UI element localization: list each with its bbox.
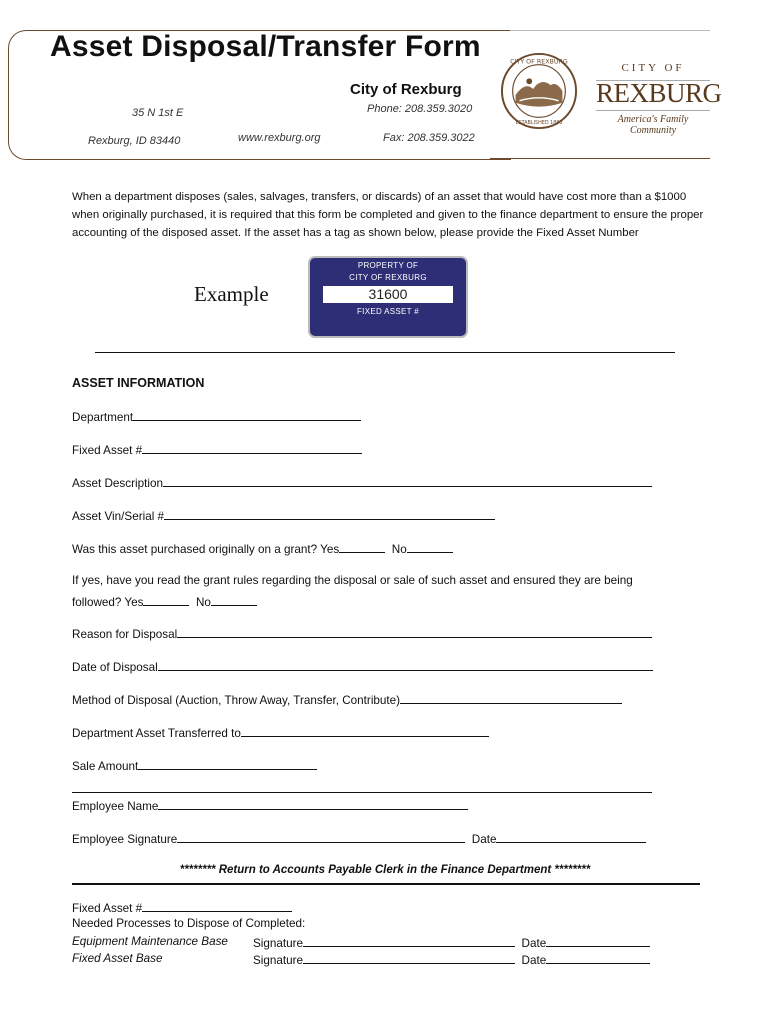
grant-no-label: No xyxy=(391,543,407,556)
phone: Phone: 208.359.3020 xyxy=(367,103,473,115)
reason-input[interactable] xyxy=(177,626,652,638)
equipment-maintenance-label: Equipment Maintenance Base xyxy=(72,935,228,948)
website-link[interactable]: www.rexburg.org xyxy=(238,132,321,144)
form-title: Asset Disposal/Transfer Form xyxy=(50,30,481,63)
date-label: Date xyxy=(521,937,547,950)
needed-processes-label: Needed Processes to Dispose of Completed: xyxy=(72,917,306,930)
tag-number: 31600 xyxy=(323,286,453,303)
grant-rules-no-label: No xyxy=(195,596,211,609)
employee-signature-input[interactable] xyxy=(177,831,465,843)
finance-divider xyxy=(72,883,700,885)
svg-text:ESTABLISHED 1883: ESTABLISHED 1883 xyxy=(515,120,563,127)
department-field[interactable] xyxy=(72,409,361,424)
sale-amount-label: Sale Amount xyxy=(72,760,139,773)
example-label: Example xyxy=(194,282,269,306)
signature-label: Signature xyxy=(253,937,304,950)
grant-no-input[interactable] xyxy=(407,541,453,553)
grant-rules-question xyxy=(72,574,633,587)
finance-fixed-asset-label: Fixed Asset # xyxy=(72,902,143,915)
section-title: ASSET INFORMATION xyxy=(72,376,205,390)
city-name: City of Rexburg xyxy=(350,81,462,98)
signature-label: Signature xyxy=(253,954,304,967)
employee-name-label: Employee Name xyxy=(72,800,159,813)
vin-serial-field[interactable] xyxy=(72,508,495,523)
date-label: Date xyxy=(521,954,547,967)
header-divider xyxy=(490,158,710,159)
employee-name-input[interactable] xyxy=(158,798,468,810)
date-of-disposal-label: Date of Disposal xyxy=(72,661,158,674)
address-line-1: 35 N 1st E xyxy=(132,107,184,119)
grant-yes-input[interactable] xyxy=(339,541,385,553)
tag-line-1: PROPERTY OF xyxy=(357,261,419,270)
fixed-asset-label: Fixed Asset # xyxy=(72,444,143,457)
address-line-2: Rexburg, ID 83440 xyxy=(88,135,181,147)
signature-input[interactable] xyxy=(303,935,515,947)
description-field[interactable] xyxy=(72,475,652,490)
grant-rules-label: If yes, have you read the grant rules regarding the disposal or sale of such asset and ensured they are being xyxy=(72,574,633,587)
reason-label: Reason for Disposal xyxy=(72,628,178,641)
grant-rules-no-input[interactable] xyxy=(211,594,257,606)
logo-city-of: CITY OF xyxy=(621,62,685,74)
grant-question-label: Was this asset purchased originally on a grant? Yes xyxy=(72,543,340,556)
employee-date-label: Date xyxy=(471,833,497,846)
section-divider xyxy=(72,792,652,793)
method-input[interactable] xyxy=(400,692,622,704)
asset-tag-example xyxy=(308,256,468,338)
return-note: ******** Return to Accounts Payable Clerk in the Finance Department ******** xyxy=(179,864,591,876)
vin-serial-label: Asset Vin/Serial # xyxy=(72,510,165,523)
fixed-asset-field[interactable] xyxy=(72,442,362,457)
dept-transferred-label: Department Asset Transferred to xyxy=(72,727,241,740)
department-label: Department xyxy=(72,411,134,424)
department-input[interactable] xyxy=(133,409,361,421)
employee-date-input[interactable] xyxy=(496,831,646,843)
fixed-asset-input[interactable] xyxy=(142,442,362,454)
grant-question[interactable] xyxy=(72,541,453,556)
grant-rules-answer[interactable] xyxy=(72,594,257,609)
description-label: Asset Description xyxy=(72,477,163,490)
fixed-asset-base-signature[interactable] xyxy=(253,952,650,967)
vin-serial-input[interactable] xyxy=(164,508,495,520)
logo-rexburg: REXBURG xyxy=(596,78,722,108)
method-field[interactable] xyxy=(72,692,622,707)
grant-rules-yes-input[interactable] xyxy=(143,594,189,606)
date-input[interactable] xyxy=(546,952,650,964)
city-seal-icon xyxy=(500,52,578,130)
tag-line-3: FIXED ASSET # xyxy=(357,307,419,316)
fax: Fax: 208.359.3022 xyxy=(383,132,475,144)
dept-transferred-field[interactable] xyxy=(72,725,489,740)
tag-line-2: CITY OF REXBURG xyxy=(349,273,427,282)
method-label: Method of Disposal (Auction, Throw Away, Transfer, Contribute) xyxy=(72,694,401,707)
date-input[interactable] xyxy=(546,935,650,947)
date-of-disposal-input[interactable] xyxy=(158,659,653,671)
intro-paragraph: When a department disposes (sales, salvages, transfers, or discards) of an asset that would have cost more than a $1000 when originally purchased, it is required that this form be completed and given to the finance department to ensure the proper accounting of the disposed asset. If the asset has a tag as shown below, please provide the Fixed Asset Number xyxy=(72,191,704,239)
sale-amount-input[interactable] xyxy=(138,758,317,770)
date-of-disposal-field[interactable] xyxy=(72,659,653,674)
employee-name-field[interactable] xyxy=(72,798,468,813)
reason-field[interactable] xyxy=(72,626,652,641)
sale-amount-field[interactable] xyxy=(72,758,317,773)
dept-transferred-input[interactable] xyxy=(241,725,489,737)
grant-rules-label-2: followed? Yes xyxy=(72,596,144,609)
equipment-maintenance-signature[interactable] xyxy=(253,935,650,950)
description-input[interactable] xyxy=(163,475,652,487)
finance-fixed-asset-input[interactable] xyxy=(142,900,292,912)
signature-input[interactable] xyxy=(303,952,515,964)
employee-signature-label: Employee Signature xyxy=(72,833,178,846)
fixed-asset-number-line[interactable] xyxy=(95,352,675,353)
svg-text:CITY OF REXBURG: CITY OF REXBURG xyxy=(510,58,568,66)
logo-divider xyxy=(596,110,710,111)
logo-tagline: America's Family Community xyxy=(617,114,689,136)
employee-signature-field[interactable] xyxy=(72,831,646,846)
finance-fixed-asset-field[interactable] xyxy=(72,900,292,915)
fixed-asset-base-label: Fixed Asset Base xyxy=(72,952,163,965)
header-divider xyxy=(510,30,710,31)
